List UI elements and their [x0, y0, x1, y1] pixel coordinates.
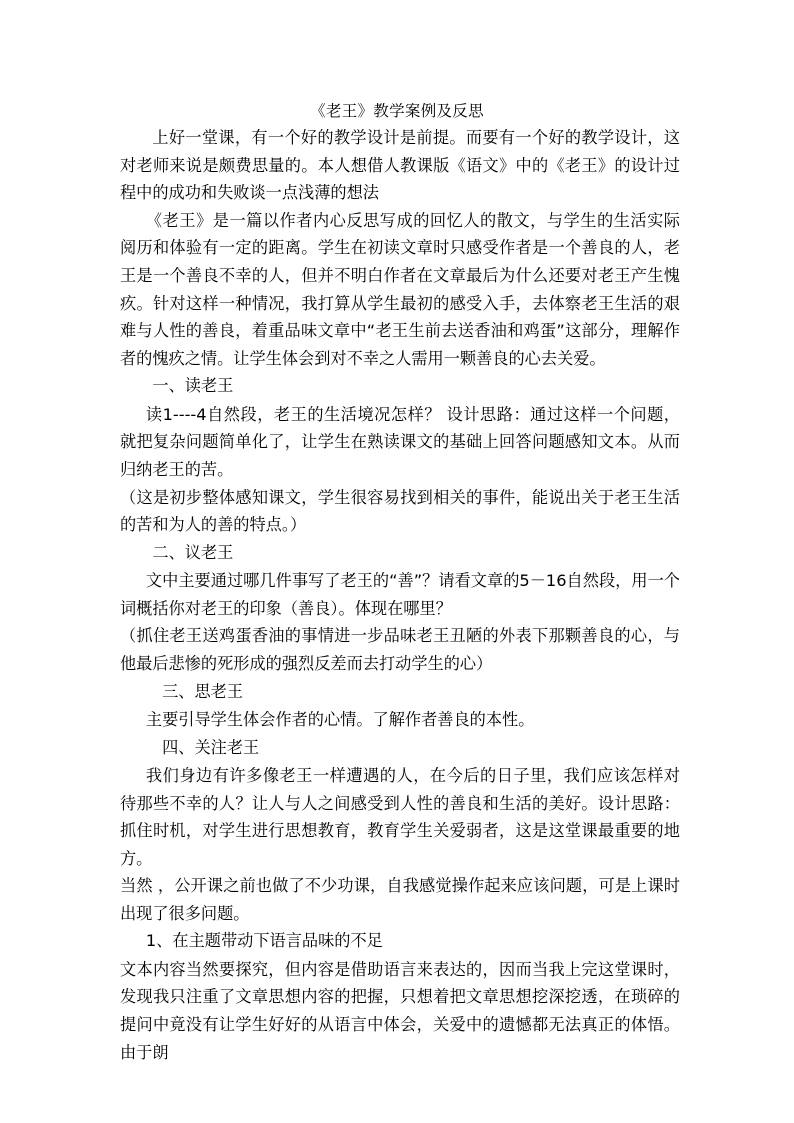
- paragraph-intro: 上好一堂课，有一个好的教学设计是前提。而要有一个好的教学设计，这对老师来说是颇费思量的。本人想借人教课版《语文》中的《老王》的设计过程中的成功和失败谈一点浅薄的想法: [120, 128, 680, 203]
- paragraph-section-1: 读1----4自然段，老王的生活境况怎样？ 设计思路：通过这样一个问题，就把复杂问题简单化了，让学生在熟读课文的基础上回答问题感知文本。从而归纳老王的苦。: [120, 404, 680, 479]
- paragraph-section-1-note: （这是初步整体感知课文，学生很容易找到相关的事件，能说出关于老王生活的苦和为人的善的特点。）: [120, 487, 680, 535]
- paragraph-section-3: 主要引导学生体会作者的心情。了解作者善良的本性。: [145, 709, 535, 729]
- paragraph-section-4: 我们身边有许多像老王一样遭遇的人，在今后的日子里，我们应该怎样对待那些不幸的人？让人与人之间感受到人性的善良和生活的美好。设计思路：抓住时机，对学生进行思想教育，教育学生关爱弱者，这是这堂课最重要的地方。: [120, 765, 680, 868]
- paragraph-section-2-note: （抓住老王送鸡蛋香油的事情进一步品味老王丑陋的外表下那颗善良的心，与他最后悲惨的死形成的强烈反差而去打动学生的心）: [120, 626, 680, 673]
- section-heading-4: 四、关注老王: [162, 737, 260, 757]
- section-heading-2: 二、议老王: [152, 542, 234, 562]
- paragraph-section-2: 文中主要通过哪几件事写了老王的“善”？请看文章的5－16自然段，用一个词概括你对老王的印象（善良）。体现在哪里？: [120, 571, 680, 618]
- document-title: 《老王》教学案例及反思: [310, 102, 484, 120]
- paragraph-reflection-1: 文本内容当然要探究，但内容是借助语言来表达的，因而当我上完这堂课时，发现我只注重了文章思想内容的把握，只想着把文章思想挖深挖透，在琐碎的提问中竟没有让学生好好的从语言中体会，关爱中的遗憾都无法真正的体悟。由于朗: [120, 959, 680, 1062]
- section-heading-1: 一、读老王: [152, 376, 234, 396]
- reflection-heading-1: 1、在主题带动下语言品味的不足: [145, 931, 383, 951]
- paragraph-overview: 《老王》是一篇以作者内心反思写成的回忆人的散文，与学生的生活实际阅历和体验有一定的距离。学生在初读文章时只感受作者是一个善良的人，老王是一个善良不幸的人，但并不明白作者在文章最后为什么还要对老王产生愧疚。针对这样一种情况，我打算从学生最初的感受入手，去体察老王生活的艰难与人性的善良，着重品味文章中“老王生前去送香油和鸡蛋”这部分，理解作者的愧疚之情。让学生体会到对不幸之人需用一颗善良的心去关爱。: [120, 210, 680, 368]
- document-body: [120, 124, 680, 1066]
- paragraph-reflection: 当然 ，公开课之前也做了不少功课，自我感觉操作起来应该问题，可是上课时出现了很多问题。: [120, 876, 680, 923]
- section-heading-3: 三、思老王: [162, 681, 244, 701]
